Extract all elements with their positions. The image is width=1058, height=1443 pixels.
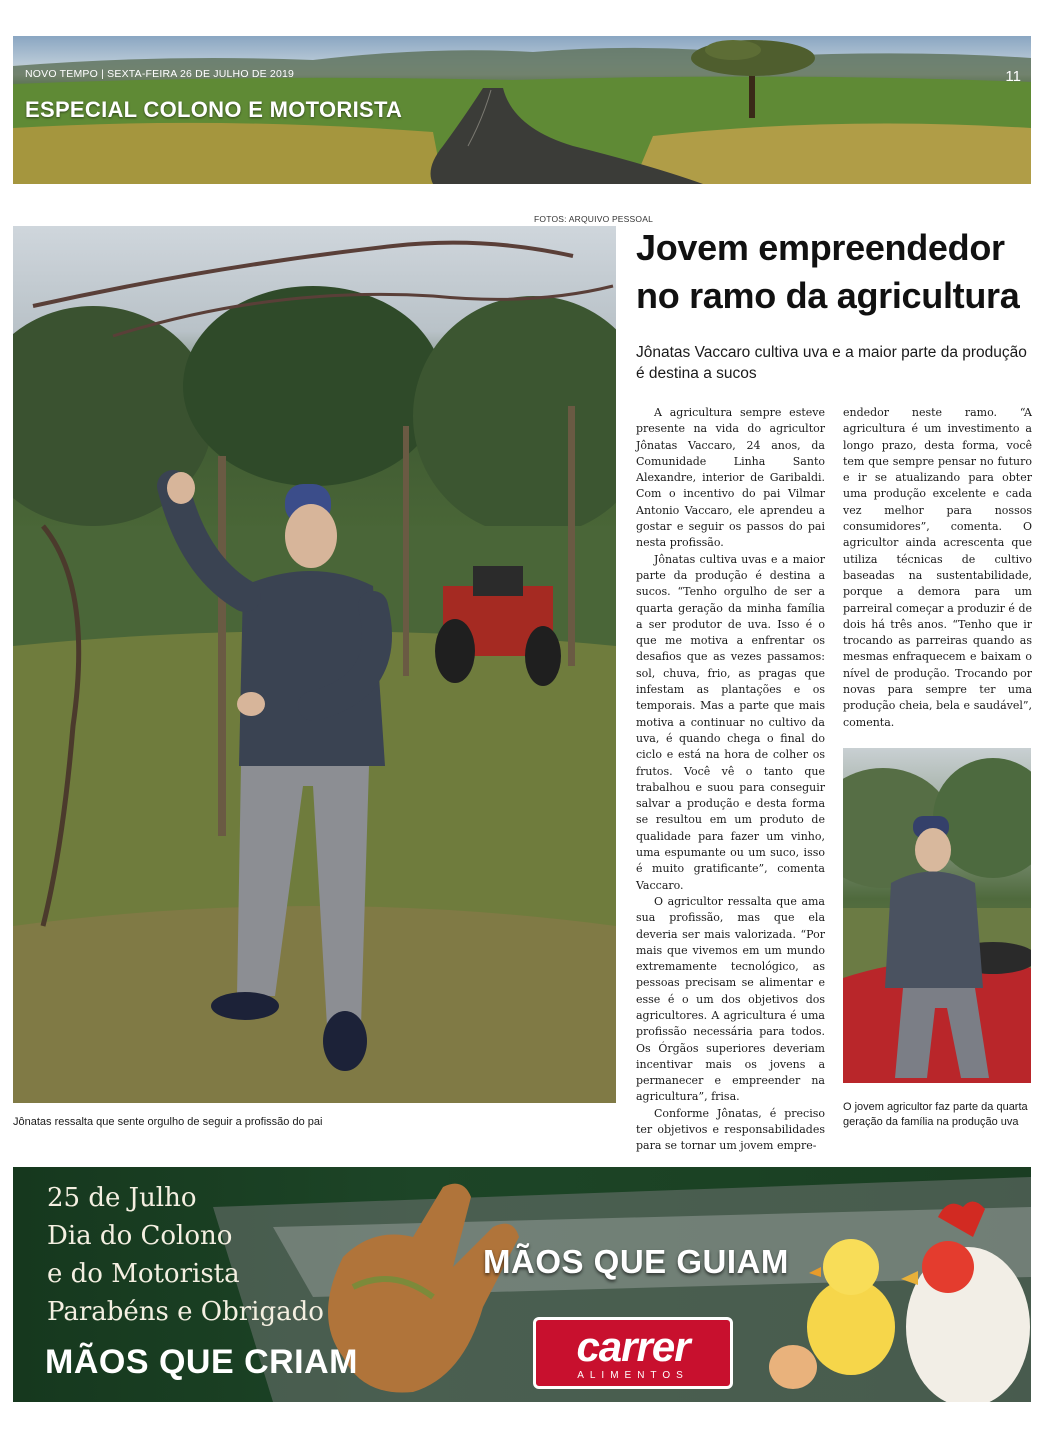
ad-date: 25 de Julho — [47, 1183, 197, 1213]
article-subheadline: Jônatas Vaccaro cultiva uva e a maior parte da produção é destina a sucos — [636, 344, 1027, 382]
paragraph: O agricultor ressalta que ama sua profissão, mas que ela deveria ser mais valorizada. “Por mais que vivemos em um mundo extremamente tecnológico, as pessoas precisam se alimentar e esse é o um dos objetivos dos agricultores. A agricultura é uma profissão necessária para todos. Os Órgãos superiores deveriam incentivar mais os jovens a permanecer e empreender na agricultura”, frisa. — [636, 894, 825, 1104]
section-header-banner — [13, 36, 1031, 184]
article-headline — [636, 224, 1036, 320]
main-photo-caption: Jônatas ressalta que sente orgulho de seguir a profissão do pai — [13, 1116, 323, 1128]
farmer-on-tractor-photo — [843, 748, 1031, 1083]
paragraph: A agricultura sempre esteve presente na vida do agricultor Jônatas Vaccaro, 24 anos, da Comunidade Linha Santo Alexandre, interior de Garibaldi. Com o incentivo do pai Vilmar Antonio Vaccaro, ele aprendeu a gostar e seguir os passos do pai nesta profissão. — [636, 406, 825, 550]
ad-slogan-left: MÃOS QUE CRIAM — [45, 1343, 358, 1381]
photo-credit: FOTOS: ARQUIVO PESSOAL — [534, 214, 654, 224]
issue-date: SEXTA-FEIRA 26 DE JULHO DE 2019 — [107, 68, 295, 80]
secondary-photo-caption: O jovem agricultor faz parte da quarta geração da família na produção uva — [843, 1101, 1028, 1128]
publication-name: NOVO TEMPO — [25, 68, 98, 80]
paragraph: Conforme Jônatas, é preciso ter objetivos e responsabilidades para se tornar um jovem empre- — [636, 1106, 825, 1153]
ad-greeting: 25 de Julho Dia do Colono e do Motorista Parabéns e Obrigado — [47, 1179, 324, 1331]
ad-slogan-right: MÃOS QUE GUIAM — [483, 1243, 789, 1280]
vineyard-farmer-photo — [13, 226, 616, 1103]
secondary-photo — [843, 748, 1031, 1083]
advertisement-banner — [13, 1167, 1031, 1402]
paragraph: Jônatas cultiva uvas e a maior parte da produção é destina a sucos. “Tenho orgulho de ser a quarta geração da minha família a ser produtor de uva. Isso é o que me motiva a enfrentar os desafios que as vezes passamos: sol, chuva, frio, as pragas que infestam as plantações e os temporais. Mas a parte que mais motiva a continuar no cultivo da uva, é quando chega o final do ciclo e está na hora de colher os frutos. Você vê o tanto que trabalhou e suou para conseguir salvar a produção e desta forma se resultou em um produto de qualidade para fazer um vinho, uma espumante ou um suco, isso é muito gratificante”, comenta Vaccaro. — [636, 552, 825, 892]
egg-icon — [769, 1345, 817, 1389]
section-title: ESPECIAL COLONO E MOTORISTA — [25, 97, 403, 122]
main-photo — [13, 226, 616, 1103]
article-column-1 — [636, 405, 825, 1153]
headline-line-1: Jovem empreendedor — [636, 227, 1005, 268]
article-column-2 — [843, 405, 1032, 729]
paragraph-continued: endedor neste ramo. “A agricultura é um investimento a longo prazo, desta forma, você tem que sempre pensar no futuro e ir se atualizando para obter uma produção excelente e cada vez melhor para nossos consumidores”, comenta. O agricultor ainda acrescenta que utiliza técnicas de cultivo baseadas na sustentabilidade, porque a demora para um parreiral começar a produzir é de dois há três anos. “Tenho que ir trocando as parreiras quando as mesmas enfraquecem e baixam o nível de produção. Trocando por novas para sempre ter uma produção cheia, bela e saudável”, comenta. — [843, 406, 1032, 729]
carrer-logo — [533, 1317, 733, 1389]
page-number: 11 — [1005, 68, 1021, 85]
brand-subtitle: ALIMENTOS — [577, 1370, 689, 1381]
brand-name: carrer — [576, 1323, 690, 1370]
issue-info: NOVO TEMPO | SEXTA-FEIRA 26 DE JULHO DE 2019 — [25, 68, 295, 80]
headline-line-2: no ramo da agricultura — [636, 275, 1020, 316]
